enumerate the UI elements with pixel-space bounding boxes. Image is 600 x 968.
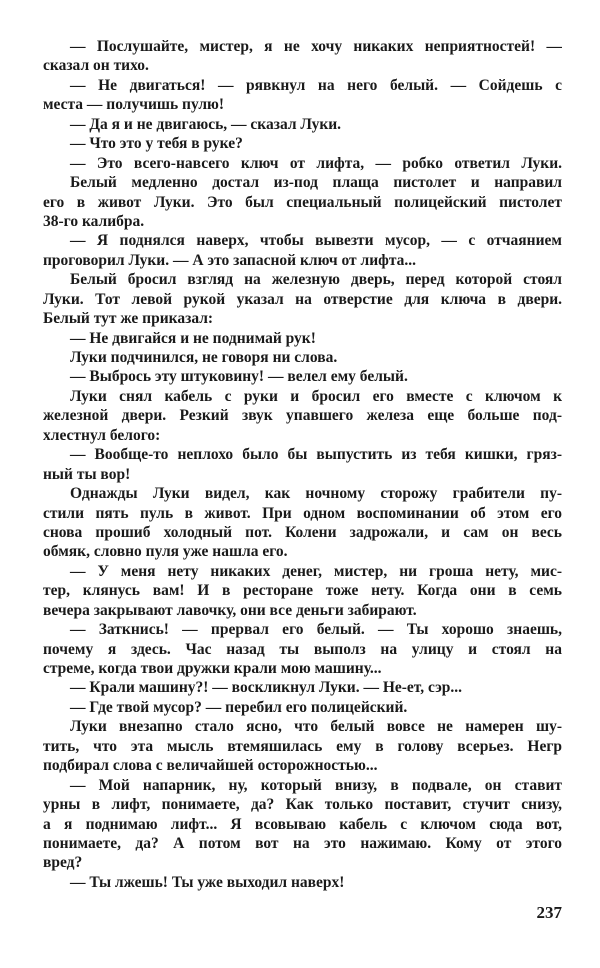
- text-line: — Не двигайся и не поднимай рук!: [70, 329, 316, 347]
- text-line: Белый медленно достал из-под плаща пистолет и направил: [70, 174, 562, 192]
- text-line: — У меня нету никаких денег, мистер, ни гроша нету, мис-: [70, 562, 562, 580]
- text-line: Луки снял кабель с руки и бросил его вместе с ключом к: [70, 387, 562, 405]
- text-line: Белый тут же приказал:: [43, 310, 214, 328]
- text-line: — Послушайте, мистер, я не хочу никаких неприятностей! —: [70, 38, 562, 55]
- text-line: Луки внезапно стало ясно, что белый вовсе не намерен шу-: [70, 718, 562, 736]
- text-line: железной двери. Резкий звук упавшего железа еще больше под-: [43, 407, 562, 425]
- text-line: а я поднимаю лифт... Я всовываю кабель с ключом сюда вот,: [43, 815, 562, 833]
- text-line: места — получишь пулю!: [43, 96, 225, 114]
- text-line: тер, клянусь вам! И в ресторане тоже нету. Когда они в семь: [43, 582, 562, 600]
- text-line: почему я здесь. Час назад ты выполз на улицу и стоял на: [43, 640, 562, 658]
- text-line: — Я поднялся наверх, чтобы вывезти мусор, — с отчаянием: [70, 232, 562, 250]
- text-line: ный ты вор!: [43, 465, 131, 483]
- text-line: — Что это у тебя в руке?: [70, 135, 243, 153]
- text-line: — Мой напарник, ну, который внизу, в подвале, он ставит: [70, 776, 562, 794]
- text-line: обмяк, словно пуля уже нашла его.: [43, 543, 288, 561]
- page-number: 237: [536, 903, 562, 922]
- text-line: понимаете, да? А потом вот на это нажимаю. Кому от этого: [43, 834, 562, 852]
- text-line: Белый бросил взгляд на железную дверь, перед которой стоял: [70, 271, 562, 289]
- text-line: Однажды Луки видел, как ночному сторожу грабители пу-: [70, 485, 562, 503]
- text-line: сказал он тихо.: [43, 57, 149, 75]
- text-line: хлестнул белого:: [43, 426, 161, 444]
- text-line: урны в лифт, понимаете, да? Как только поставит, стучит снизу,: [43, 796, 562, 814]
- text-line: проговорил Луки. — А это запасной ключ от лифта...: [43, 251, 417, 269]
- text-line: — Ты лжешь! Ты уже выходил наверх!: [70, 873, 345, 891]
- text-line: стили пять пуль в живот. При одном воспоминании об этом его: [43, 504, 562, 522]
- text-line: вечера закрывают лавочку, они все деньги забирают.: [43, 601, 417, 619]
- text-line: — Выбрось эту штуковину! — велел ему белый.: [70, 368, 408, 386]
- text-line: тить, что эта мысль втемяшилась ему в голову всерьез. Негр: [43, 737, 562, 755]
- text-line: — Не двигаться! — рявкнул на него белый. — Сойдешь с: [70, 76, 562, 94]
- text-line: вред?: [43, 854, 83, 872]
- text-line: — Крали машину?! — воскликнул Луки. — Не-ет, сэр...: [70, 679, 463, 697]
- text-line: Луки. Тот левой рукой указал на отверстие для ключа в двери.: [43, 290, 562, 308]
- text-line: — Это всего-навсего ключ от лифта, — робко ответил Луки.: [70, 154, 562, 172]
- text-line: 38-го калибра.: [43, 212, 145, 230]
- text-line: Луки подчинился, не говоря ни слова.: [70, 349, 338, 366]
- text-line: — Где твой мусор? — перебил его полицейский.: [70, 698, 408, 716]
- book-page-text: [43, 37, 562, 892]
- text-line: — Вообще-то неплохо было бы выпустить из тебя кишки, гряз-: [70, 446, 562, 464]
- text-line: — Да я и не двигаюсь, — сказал Луки.: [70, 115, 342, 133]
- text-line: его в живот Луки. Это был специальный полицейский пистолет: [43, 193, 562, 211]
- text-line: — Заткнись! — прервал его белый. — Ты хорошо знаешь,: [70, 621, 562, 639]
- text-line: стреме, когда твои дружки крали мою машину...: [43, 660, 382, 677]
- text-line: снова прошиб холодный пот. Колени задрожали, и сам он весь: [43, 523, 562, 541]
- text-line: подбирал слова с величайшей осторожностью...: [43, 757, 378, 775]
